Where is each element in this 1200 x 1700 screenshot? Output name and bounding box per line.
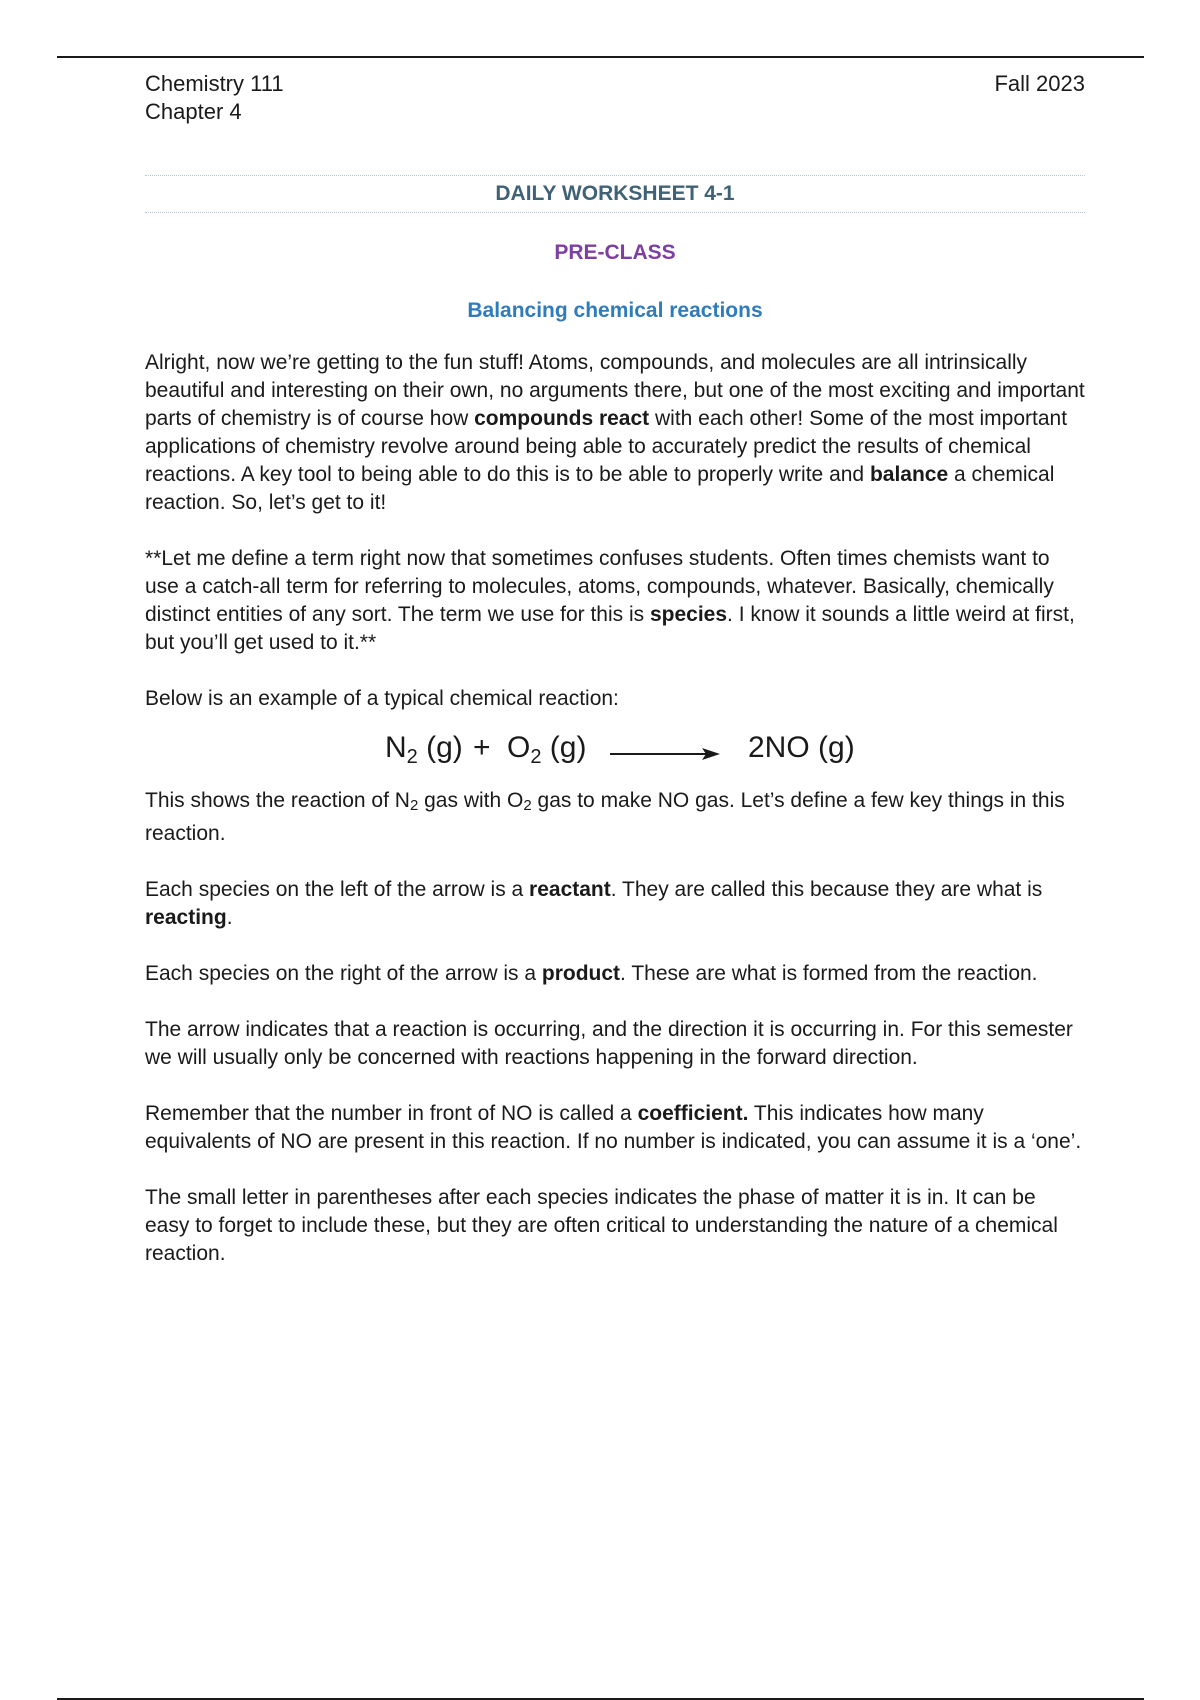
reaction-description-paragraph [145,787,1085,848]
preclass-label: PRE-CLASS [554,241,676,264]
product-2no: 2NO (g) [748,731,855,764]
reaction-arrow-icon [610,747,720,761]
product-text-c: . These are what is formed from the reaction. [620,962,1038,985]
header-right [994,70,1085,126]
phase-paragraph: The small letter in parentheses after each species indicates the phase of matter it is in. It can be easy to forget to include these, but they are often critical to understanding the nature of a chemical reaction. [145,1186,1058,1265]
reactant-n2-phase: (g) [417,731,463,764]
coefficient-text-a: Remember that the number in front of NO is called a [145,1102,638,1125]
intro-text-c: with each other! Some of the most important applications of chemistry revolve around being able to accurately predict the results of chemical reactions. A key tool to being able to do this is to be able to properly write and [145,407,1068,486]
reaction-desc-text-a: This shows the reaction of N [145,789,410,812]
top-rule [57,56,1144,58]
reacting-bold-term: reacting [145,906,227,929]
reactant-bold-term: reactant [529,878,611,901]
header-left [145,70,284,126]
reactant-o2-phase: (g) [541,731,587,764]
reaction-equation [145,725,1085,777]
reactant-paragraph [145,876,1085,932]
coefficient-text-c: This indicates how many equivalents of NO are present in this reaction. If no number is indicated, you can assume it is a ‘one’. [145,1102,1082,1153]
product-paragraph [145,960,1085,988]
product-text-a: Each species on the right of the arrow is a [145,962,542,985]
reaction-desc-text-c: gas to make NO gas. Let’s define a few key things in this reaction. [145,789,1065,845]
coefficient-paragraph [145,1100,1085,1156]
reaction-desc-sub-o2: 2 [523,797,532,814]
plus-sign: + [473,731,491,764]
species-definition-paragraph [145,545,1085,657]
reactant-o2 [507,731,586,769]
reactant-n2 [385,731,463,769]
reactant-o2-subscript: 2 [530,746,542,768]
species-bold-term: species [649,603,728,626]
intro-text-e: a chemical reaction. So, let’s get to it! [145,463,1055,514]
reactant-n2-symbol: N [385,731,407,764]
coefficient-bold-term: coefficient. [637,1102,749,1125]
worksheet-title-box [145,175,1085,213]
term-label: Fall 2023 [994,71,1085,96]
example-intro-paragraph: Below is an example of a typical chemical reaction: [145,687,619,710]
reactant-n2-subscript: 2 [406,746,418,768]
reaction-desc-text-b: gas with O [418,789,524,812]
document-page [145,70,1085,1268]
reaction-desc-sub-n2: 2 [409,797,419,814]
product-bold-term: product [541,962,621,985]
chapter-label: Chapter 4 [145,99,242,124]
reactant-text-c: . They are called this because they are what is [610,878,1043,901]
worksheet-title: DAILY WORKSHEET 4-1 [495,182,735,205]
intro-bold-compounds-react: compounds react [474,407,650,430]
intro-text-a: Alright, now we’re getting to the fun stuff! Atoms, compounds, and molecules are all intrinsically beautiful and interesting on their own, no arguments there, but one of the most exciting and important parts of chemistry is of course how [145,351,1085,430]
section-title: Balancing chemical reactions [467,299,763,322]
reactant-o2-symbol: O [507,731,531,764]
course-name: Chemistry 111 [145,71,284,96]
reactant-text-a: Each species on the left of the arrow is a [145,878,530,901]
species-text-c: . I know it sounds a little weird at first, but you’ll get used to it.** [145,603,1075,654]
arrow-paragraph: The arrow indicates that a reaction is occurring, and the direction it is occurring in. For this semester we will usually only be concerned with reactions happening in the forward direction. [145,1018,1073,1069]
intro-paragraph [145,349,1085,517]
species-text-a: **Let me define a term right now that sometimes confuses students. Often times chemists want to use a catch-all term for referring to molecules, atoms, compounds, whatever. Basically, chemically distinct entities of any sort. The term we use for this is [145,547,1054,626]
reactant-text-e: . [226,906,233,929]
page-header [145,70,1085,126]
intro-bold-balance: balance [869,463,949,486]
